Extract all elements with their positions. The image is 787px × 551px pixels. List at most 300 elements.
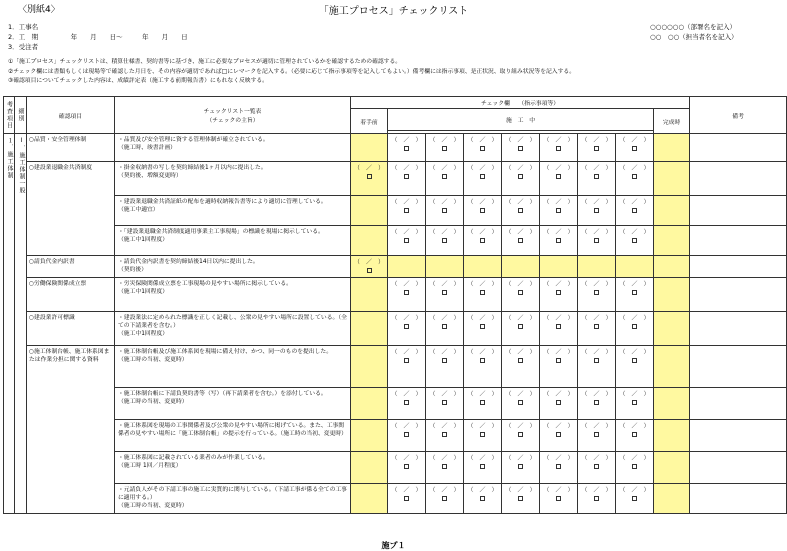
after-check-cell — [654, 346, 690, 388]
date-mark: （ ／ ） — [543, 137, 574, 144]
during-check-cell[interactable] — [502, 312, 540, 346]
date-mark: （ ／ ） — [505, 165, 536, 172]
checkbox[interactable] — [594, 464, 599, 469]
checkbox[interactable] — [518, 432, 523, 437]
during-check-cell[interactable] — [426, 226, 464, 256]
during-check-cell[interactable] — [426, 162, 464, 196]
during-check-cell[interactable] — [426, 196, 464, 226]
during-check-cell[interactable] — [578, 226, 616, 256]
during-check-cell — [616, 256, 654, 278]
date-mark: （ ／ ） — [467, 199, 498, 206]
checkbox[interactable] — [518, 496, 523, 501]
during-check-cell[interactable] — [502, 388, 540, 420]
table-row — [4, 312, 787, 346]
during-check-cell[interactable] — [388, 388, 426, 420]
checkbox[interactable] — [594, 208, 599, 213]
checkbox[interactable] — [480, 464, 485, 469]
checkbox[interactable] — [442, 174, 447, 179]
checkbox[interactable] — [518, 208, 523, 213]
during-check-cell[interactable] — [464, 312, 502, 346]
during-check-cell[interactable] — [616, 420, 654, 452]
table-row — [4, 226, 787, 256]
after-check-cell — [654, 256, 690, 278]
after-check-cell — [654, 162, 690, 196]
date-mark: （ ／ ） — [543, 423, 574, 430]
checkbox[interactable] — [442, 324, 447, 329]
during-check-cell[interactable] — [540, 346, 578, 388]
after-check-cell — [654, 226, 690, 256]
checkbox[interactable] — [404, 174, 409, 179]
during-check-cell[interactable] — [502, 162, 540, 196]
before-check-cell — [351, 196, 388, 226]
remarks-header: 備考 — [690, 97, 787, 134]
date-mark: （ ／ ） — [467, 281, 498, 288]
date-mark: （ ／ ） — [467, 455, 498, 462]
during-check-cell[interactable] — [464, 388, 502, 420]
checkbox[interactable] — [632, 146, 637, 151]
check-item-cell: ○労働保険関係成立票 — [27, 278, 115, 312]
checklist-item-cell: ・掛金収納書の写しを契約締結後1ヶ月以内に提出した。 （契約後、増額変更時） — [115, 162, 351, 196]
date-mark: （ ／ ） — [581, 199, 612, 206]
remarks-cell[interactable] — [690, 312, 787, 346]
checkbox[interactable] — [556, 324, 561, 329]
checkbox[interactable] — [480, 324, 485, 329]
after-check-cell — [654, 312, 690, 346]
checkbox[interactable] — [404, 290, 409, 295]
after-check-cell — [654, 452, 690, 484]
during-check-cell[interactable] — [502, 346, 540, 388]
during-check-cell[interactable] — [616, 452, 654, 484]
during-check-cell[interactable] — [616, 388, 654, 420]
checkbox[interactable] — [518, 146, 523, 151]
category-cell: Ⅰ．施工体制一般 — [15, 134, 27, 514]
remarks-cell[interactable] — [690, 196, 787, 226]
remarks-cell[interactable] — [690, 346, 787, 388]
during-check-cell[interactable] — [578, 484, 616, 514]
checkbox[interactable] — [594, 496, 599, 501]
date-mark: （ ／ ） — [581, 349, 612, 356]
checkbox[interactable] — [480, 496, 485, 501]
checkbox[interactable] — [594, 358, 599, 363]
checkbox[interactable] — [404, 238, 409, 243]
date-mark: （ ／ ） — [619, 281, 650, 288]
checklist-subtitle: （チェックの主旨） — [206, 118, 259, 124]
table-row — [4, 134, 787, 162]
during-check-cell[interactable] — [388, 134, 426, 162]
date-mark: （ ／ ） — [391, 165, 422, 172]
checkbox[interactable] — [594, 432, 599, 437]
after-check-cell — [654, 196, 690, 226]
checkbox[interactable] — [556, 464, 561, 469]
date-mark: （ ／ ） — [543, 315, 574, 322]
during-check-cell[interactable] — [426, 452, 464, 484]
during-check-cell[interactable] — [502, 484, 540, 514]
checklist-title: チェックリスト一覧表 — [203, 109, 262, 115]
date-mark: （ ／ ） — [581, 455, 612, 462]
remarks-cell[interactable] — [690, 256, 787, 278]
date-mark: （ ／ ） — [619, 391, 650, 398]
date-mark: （ ／ ） — [543, 199, 574, 206]
date-mark: （ ／ ） — [391, 229, 422, 236]
date-mark: （ ／ ） — [543, 349, 574, 356]
date-mark: （ ／ ） — [619, 423, 650, 430]
checkbox[interactable] — [632, 290, 637, 295]
checkbox[interactable] — [556, 358, 561, 363]
date-mark: （ ／ ） — [543, 229, 574, 236]
checkbox[interactable] — [518, 358, 523, 363]
date-mark: （ ／ ） — [467, 137, 498, 144]
date-mark: （ ／ ） — [505, 229, 536, 236]
table-row — [4, 256, 787, 278]
during-check-cell[interactable] — [616, 312, 654, 346]
during-check-cell[interactable] — [388, 312, 426, 346]
checklist-item-cell: ・建設業退職金共済証紙の配布を適時収納報告書等により適切に管理している。 （施工中適宜） — [115, 196, 351, 226]
checkbox[interactable] — [556, 290, 561, 295]
checkbox[interactable] — [556, 208, 561, 213]
remarks-cell[interactable] — [690, 484, 787, 514]
remarks-cell[interactable] — [690, 452, 787, 484]
checkbox[interactable] — [480, 432, 485, 437]
checkbox[interactable] — [404, 400, 409, 405]
during-check-cell[interactable] — [464, 196, 502, 226]
date-mark: （ ／ ） — [467, 165, 498, 172]
during-check-cell[interactable] — [578, 420, 616, 452]
during-check-cell[interactable] — [388, 278, 426, 312]
checklist-item-cell: ・建設業法に定められた標識を正しく記載し、公衆の見やすい場所に設置している。（全ての下請業者を含む。） （施工中1回程度） — [115, 312, 351, 346]
table-row — [4, 162, 787, 196]
date-mark: （ ／ ） — [581, 423, 612, 430]
during-header: 施 工 中 — [388, 109, 654, 131]
during-check-cell[interactable] — [502, 134, 540, 162]
checkbox[interactable] — [594, 400, 599, 405]
before-check-cell[interactable] — [351, 162, 388, 196]
project-period-field: 2．工 期 年 月 日～ 年 月 日 — [8, 33, 188, 41]
check-item-cell: ○建設業退職金共済制度 — [27, 162, 115, 256]
after-check-cell — [654, 388, 690, 420]
remarks-cell[interactable] — [690, 420, 787, 452]
checkbox[interactable] — [594, 146, 599, 151]
during-check-cell — [502, 256, 540, 278]
checkbox[interactable] — [594, 174, 599, 179]
checklist-item-cell: ・施工体制台帳及び施工体系図を現場に備え付け、かつ、同一のものを提出した。 （施工時の当初、変更時） — [115, 346, 351, 388]
checkbox[interactable] — [442, 464, 447, 469]
date-mark: （ ／ ） — [429, 229, 460, 236]
during-check-cell[interactable] — [426, 484, 464, 514]
checkbox[interactable] — [367, 174, 372, 179]
during-check-cell[interactable] — [578, 134, 616, 162]
during-check-cell[interactable] — [578, 388, 616, 420]
during-check-cell[interactable] — [616, 278, 654, 312]
checkbox[interactable] — [480, 174, 485, 179]
during-check-cell[interactable] — [502, 420, 540, 452]
checklist-item-cell: ・施工体系図を現場の工事関係者及び公衆の見やすい場所に掲げている。また、工事関係者の見やすい場所に「施工体制台帳」の提示を行っている。（施工時の当初、変更時） — [115, 420, 351, 452]
during-check-cell[interactable] — [540, 484, 578, 514]
checkbox[interactable] — [518, 400, 523, 405]
date-mark: （ ／ ） — [429, 487, 460, 494]
checkbox[interactable] — [442, 146, 447, 151]
date-mark: （ ／ ） — [581, 229, 612, 236]
during-check-cell[interactable] — [464, 484, 502, 514]
checkbox[interactable] — [556, 432, 561, 437]
date-mark: （ ／ ） — [353, 165, 384, 172]
during-check-cell[interactable] — [426, 420, 464, 452]
date-mark: （ ／ ） — [467, 487, 498, 494]
during-check-cell[interactable] — [578, 162, 616, 196]
checkbox[interactable] — [632, 432, 637, 437]
date-mark: （ ／ ） — [581, 391, 612, 398]
checkbox[interactable] — [594, 238, 599, 243]
during-check-cell[interactable] — [540, 388, 578, 420]
during-check-cell[interactable] — [426, 278, 464, 312]
during-check-cell[interactable] — [388, 162, 426, 196]
date-mark: （ ／ ） — [619, 315, 650, 322]
during-check-cell[interactable] — [578, 278, 616, 312]
check-column-header: チェック欄 （指示事項等） — [351, 97, 690, 109]
checkbox[interactable] — [480, 400, 485, 405]
during-check-cell[interactable] — [388, 420, 426, 452]
during-check-cell[interactable] — [578, 346, 616, 388]
date-mark: （ ／ ） — [619, 455, 650, 462]
during-check-cell[interactable] — [502, 278, 540, 312]
check-item-cell: ○建設業許可標識 — [27, 312, 115, 346]
during-check-cell[interactable] — [578, 312, 616, 346]
table-row — [4, 420, 787, 452]
during-check-cell[interactable] — [540, 162, 578, 196]
checkbox[interactable] — [594, 324, 599, 329]
date-mark: （ ／ ） — [619, 137, 650, 144]
remarks-cell[interactable] — [690, 162, 787, 196]
during-check-cell[interactable] — [388, 226, 426, 256]
checklist-item-cell: ・労災保険関係成立票を工事現場の見やすい場所に掲示している。 （施工中1回程度） — [115, 278, 351, 312]
during-check-cell[interactable] — [464, 420, 502, 452]
date-mark: （ ／ ） — [391, 349, 422, 356]
checkbox[interactable] — [556, 146, 561, 151]
table-row — [4, 388, 787, 420]
during-check-cell[interactable] — [616, 162, 654, 196]
person-name: ○○ ○○（担当者名を記入） — [650, 33, 738, 41]
during-check-cell[interactable] — [502, 226, 540, 256]
during-check-cell[interactable] — [464, 134, 502, 162]
date-mark: （ ／ ） — [429, 455, 460, 462]
after-check-cell — [654, 278, 690, 312]
checkbox[interactable] — [594, 290, 599, 295]
during-check-cell[interactable] — [388, 346, 426, 388]
during-check-cell[interactable] — [426, 346, 464, 388]
during-check-cell[interactable] — [426, 388, 464, 420]
date-mark: （ ／ ） — [353, 259, 384, 266]
checkbox[interactable] — [518, 324, 523, 329]
note-1: ①「施工プロセス」チェックリストは、積算仕様書、契約書等に基づき、施工に必要なプロセスが適切に管理されているかを確認するための確認する。 — [8, 59, 402, 65]
checkbox[interactable] — [404, 146, 409, 151]
during-check-cell[interactable] — [616, 134, 654, 162]
checkbox[interactable] — [404, 358, 409, 363]
before-check-cell[interactable] — [351, 256, 388, 278]
checkbox[interactable] — [518, 238, 523, 243]
checkbox[interactable] — [480, 146, 485, 151]
checkbox[interactable] — [632, 464, 637, 469]
date-mark: （ ／ ） — [505, 137, 536, 144]
date-mark: （ ／ ） — [619, 165, 650, 172]
note-3: ③確認項目についてチェックした内容は、成績評定表（施工する前期報告書）にもれなく反映する。 — [8, 78, 268, 84]
eval-item-cell: １．施工体制 — [4, 134, 15, 514]
date-mark: （ ／ ） — [543, 455, 574, 462]
checkbox[interactable] — [480, 358, 485, 363]
contractor-field: 3．受注者 — [8, 43, 39, 51]
date-mark: （ ／ ） — [467, 229, 498, 236]
date-mark: （ ／ ） — [391, 391, 422, 398]
checkbox[interactable] — [632, 174, 637, 179]
during-check-cell[interactable] — [540, 226, 578, 256]
during-check-cell[interactable] — [616, 484, 654, 514]
date-mark: （ ／ ） — [391, 423, 422, 430]
checkbox[interactable] — [442, 358, 447, 363]
checkbox[interactable] — [556, 400, 561, 405]
before-check-cell — [351, 134, 388, 162]
checkbox[interactable] — [632, 208, 637, 213]
during-check-cell[interactable] — [426, 134, 464, 162]
after-check-cell — [654, 420, 690, 452]
date-mark: （ ／ ） — [429, 281, 460, 288]
date-mark: （ ／ ） — [505, 315, 536, 322]
checkbox[interactable] — [442, 208, 447, 213]
during-check-cell[interactable] — [426, 312, 464, 346]
checkbox[interactable] — [404, 324, 409, 329]
before-check-cell — [351, 278, 388, 312]
checkbox[interactable] — [404, 496, 409, 501]
checkbox[interactable] — [632, 238, 637, 243]
date-mark: （ ／ ） — [505, 391, 536, 398]
during-check-cell[interactable] — [540, 452, 578, 484]
note-2: ②チェック欄には書類もしくは現場等で確認した月日を、その内容が適切であれば□にレマークを記入する。（必要に応じて指示事項等を記入してもよい。）備考欄には指示事項、是正状況、取り組み状況等を記入する。 — [8, 68, 575, 75]
during-check-cell[interactable] — [540, 278, 578, 312]
date-mark: （ ／ ） — [429, 165, 460, 172]
checkbox[interactable] — [518, 464, 523, 469]
checkbox[interactable] — [442, 432, 447, 437]
date-mark: （ ／ ） — [429, 391, 460, 398]
checklist-item-cell: ・請負代金内訳書を契約締結後14日以内に提出した。 （契約後） — [115, 256, 351, 278]
check-item-header: 確認項目 — [27, 97, 115, 134]
date-mark: （ ／ ） — [543, 281, 574, 288]
after-check-cell — [654, 484, 690, 514]
checkbox[interactable] — [556, 174, 561, 179]
checkbox[interactable] — [442, 290, 447, 295]
during-check-cell[interactable] — [540, 420, 578, 452]
during-check-cell[interactable] — [388, 452, 426, 484]
checkbox[interactable] — [442, 400, 447, 405]
department-fields — [650, 22, 738, 42]
before-check-cell — [351, 346, 388, 388]
category-header: 細別 — [15, 97, 27, 134]
checkbox[interactable] — [367, 268, 372, 273]
checkbox[interactable] — [442, 238, 447, 243]
checklist-item-cell: ・元請負人がその下請工事の施工に実質的に関与している。（下請工事が係る全ての工事に適用する。） （施工時の当初、変更時） — [115, 484, 351, 514]
checkbox[interactable] — [632, 400, 637, 405]
checkbox[interactable] — [632, 358, 637, 363]
checklist-item-cell: ・品質及び安全管理に資する管理体制が確立されている。 （施工時、竣書計画） — [115, 134, 351, 162]
during-check-cell[interactable] — [540, 134, 578, 162]
before-check-cell — [351, 312, 388, 346]
during-check-cell[interactable] — [540, 196, 578, 226]
eval-header: 考査項目 — [4, 97, 15, 134]
during-check-cell[interactable] — [464, 346, 502, 388]
date-mark: （ ／ ） — [505, 199, 536, 206]
after-check-cell — [654, 134, 690, 162]
checkbox[interactable] — [632, 496, 637, 501]
during-check-cell[interactable] — [502, 452, 540, 484]
before-header: 着手前 — [351, 109, 388, 134]
checkbox[interactable] — [480, 290, 485, 295]
during-check-cell[interactable] — [388, 484, 426, 514]
checkbox[interactable] — [480, 238, 485, 243]
date-mark: （ ／ ） — [581, 487, 612, 494]
date-mark: （ ／ ） — [429, 199, 460, 206]
checkbox[interactable] — [442, 496, 447, 501]
date-mark: （ ／ ） — [467, 423, 498, 430]
check-item-cell: ○施工体制台帳、施工体系図または作業分担に関する資料 — [27, 346, 115, 514]
during-check-cell[interactable] — [578, 196, 616, 226]
checkbox[interactable] — [518, 174, 523, 179]
during-check-cell[interactable] — [464, 452, 502, 484]
date-mark: （ ／ ） — [391, 455, 422, 462]
checkbox[interactable] — [404, 432, 409, 437]
remarks-cell[interactable] — [690, 388, 787, 420]
during-check-cell[interactable] — [502, 196, 540, 226]
check-item-cell: ○請負代金内訳書 — [27, 256, 115, 278]
date-mark: （ ／ ） — [429, 315, 460, 322]
date-mark: （ ／ ） — [429, 423, 460, 430]
during-check-cell[interactable] — [616, 346, 654, 388]
date-mark: （ ／ ） — [505, 349, 536, 356]
date-mark: （ ／ ） — [581, 137, 612, 144]
project-fields — [8, 22, 188, 52]
during-check-cell[interactable] — [388, 196, 426, 226]
checklist-item-cell: ・施工体制台帳に下請負契約書等（写）（再下請業者を含む。）を添付している。 （施工時の当初、変更時） — [115, 388, 351, 420]
attachment-tag: 〈別紙4〉 — [18, 5, 60, 15]
before-check-cell — [351, 452, 388, 484]
checklist-item-cell: ・「建設業退職金共済制度適用事業主工事現場」の標識を現場に掲示している。 （施工中1回程度） — [115, 226, 351, 256]
remarks-cell[interactable] — [690, 278, 787, 312]
during-check-cell[interactable] — [464, 226, 502, 256]
date-mark: （ ／ ） — [543, 391, 574, 398]
checkbox[interactable] — [404, 464, 409, 469]
remarks-cell[interactable] — [690, 134, 787, 162]
date-mark: （ ／ ） — [391, 137, 422, 144]
during-check-cell[interactable] — [464, 162, 502, 196]
date-mark: （ ／ ） — [581, 315, 612, 322]
date-mark: （ ／ ） — [391, 199, 422, 206]
checkbox[interactable] — [518, 290, 523, 295]
date-mark: （ ／ ） — [581, 165, 612, 172]
date-mark: （ ／ ） — [429, 349, 460, 356]
during-check-cell[interactable] — [540, 312, 578, 346]
checkbox[interactable] — [556, 238, 561, 243]
date-mark: （ ／ ） — [543, 487, 574, 494]
table-row — [4, 278, 787, 312]
during-check-cell[interactable] — [578, 452, 616, 484]
checkbox[interactable] — [556, 496, 561, 501]
during-check-cell[interactable] — [616, 196, 654, 226]
during-check-cell — [578, 256, 616, 278]
checkbox[interactable] — [480, 208, 485, 213]
during-check-cell[interactable] — [464, 278, 502, 312]
checkbox[interactable] — [632, 324, 637, 329]
date-mark: （ ／ ） — [467, 315, 498, 322]
date-mark: （ ／ ） — [505, 423, 536, 430]
checkbox[interactable] — [404, 208, 409, 213]
before-check-cell — [351, 226, 388, 256]
remarks-cell[interactable] — [690, 226, 787, 256]
during-check-cell[interactable] — [616, 226, 654, 256]
